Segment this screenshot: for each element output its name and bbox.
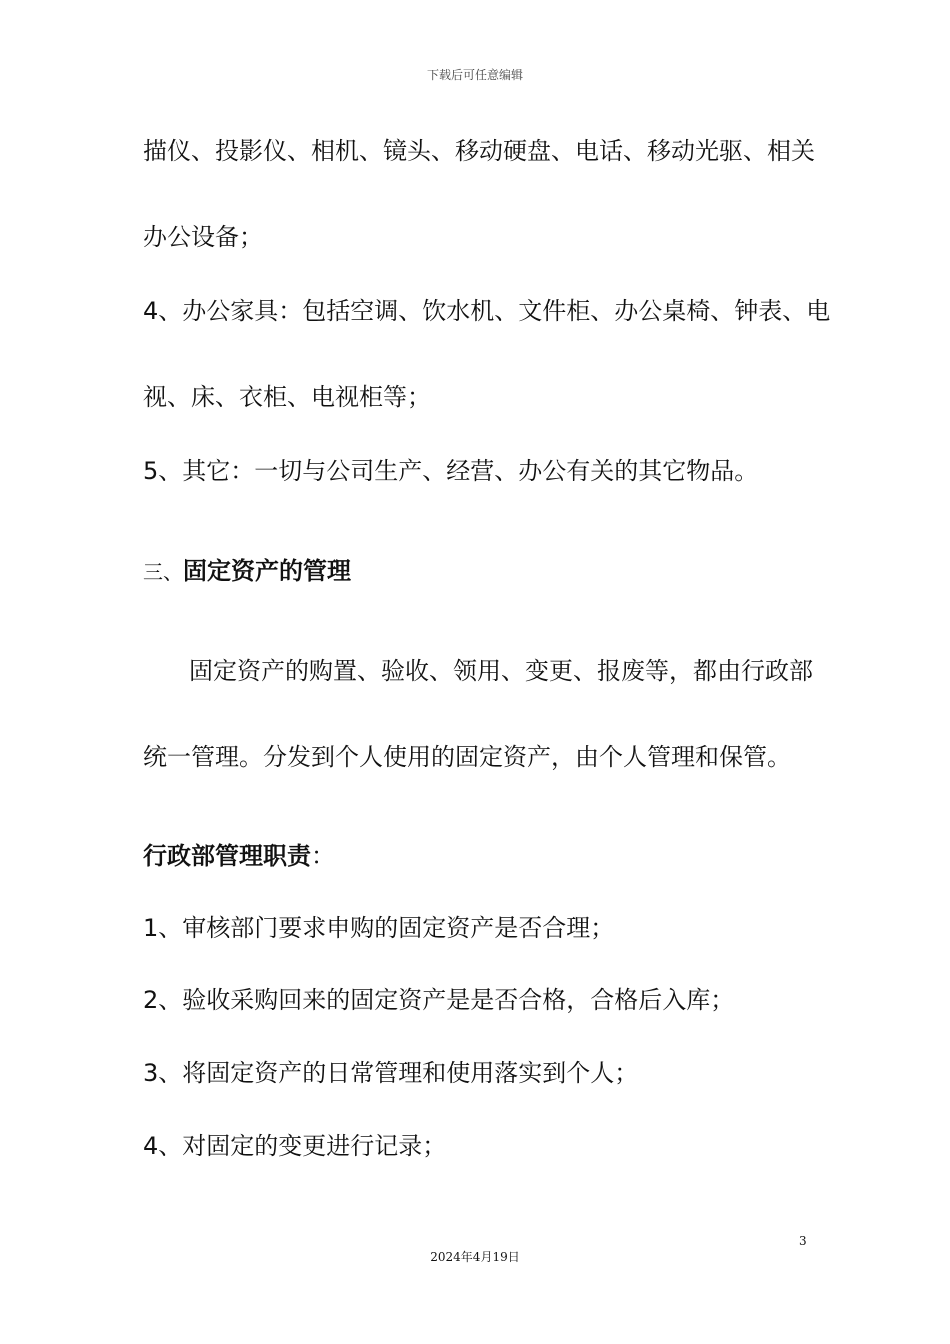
duty-item-4: 4、对固定的变更进行记录； xyxy=(143,1132,447,1160)
footer-date: 2024年4月19日 xyxy=(430,1250,520,1264)
section-heading-title: 固定资产的管理 xyxy=(183,557,351,585)
section-heading xyxy=(143,556,351,587)
body-line-5: 5、其它：一切与公司生产、经营、办公有关的其它物品。 xyxy=(143,457,759,485)
duty-item-2: 2、验收采购回来的固定资产是是否合格，合格后入库； xyxy=(143,986,735,1014)
page-header: 下载后可任意编辑 xyxy=(426,68,523,82)
body-line-3: 4、办公家具：包括空调、饮水机、文件柜、办公桌椅、钟表、电 xyxy=(143,297,831,325)
body-line-4: 视、床、衣柜、电视柜等； xyxy=(143,383,431,411)
duties-heading xyxy=(143,841,335,871)
paragraph-line-2: 统一管理。分发到个人使用的固定资产，由个人管理和保管。 xyxy=(143,743,791,771)
duty-item-3: 3、将固定资产的日常管理和使用落实到个人； xyxy=(143,1059,639,1087)
body-line-2: 办公设备； xyxy=(143,223,263,251)
page-number: 3 xyxy=(799,1234,807,1248)
section-heading-prefix: 三、 xyxy=(143,560,183,584)
duties-heading-colon: ： xyxy=(311,842,335,870)
duties-heading-text: 行政部管理职责 xyxy=(143,842,311,870)
duty-item-1: 1、审核部门要求申购的固定资产是否合理； xyxy=(143,914,615,942)
body-line-1: 描仪、投影仪、相机、镜头、移动硬盘、电话、移动光驱、相关 xyxy=(143,137,815,165)
paragraph-line-1: 固定资产的购置、验收、领用、变更、报废等，都由行政部 xyxy=(189,657,813,685)
